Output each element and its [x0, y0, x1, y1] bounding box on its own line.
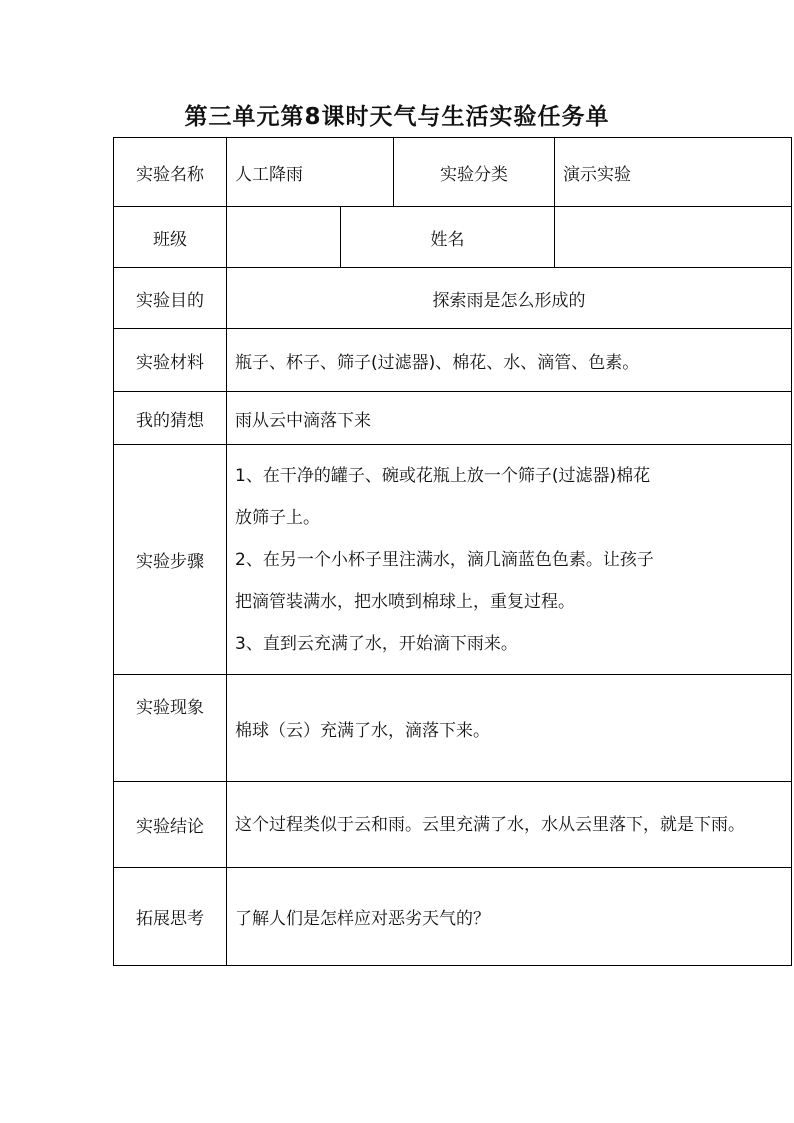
student-name-label: 姓名 — [341, 207, 555, 268]
table-row-conclusion — [114, 782, 792, 868]
phenomenon-value: 棉球（云）充满了水，滴落下来。 — [227, 675, 792, 782]
table-row-steps — [114, 445, 792, 675]
table-row-guess — [114, 392, 792, 445]
step-line: 放筛子上。 — [235, 507, 320, 528]
student-name-field[interactable] — [555, 207, 792, 268]
extension-value: 了解人们是怎样应对恶劣天气的？ — [227, 868, 792, 966]
experiment-type-label: 实验分类 — [394, 138, 555, 207]
page-title: 第三单元第8课时天气与生活实验任务单 — [184, 104, 610, 130]
phenomenon-label: 实验现象 — [114, 675, 227, 782]
step-line: 把滴管装满水，把水喷到棉球上，重复过程。 — [235, 591, 575, 612]
purpose-label: 实验目的 — [114, 268, 227, 329]
table-row-materials — [114, 329, 792, 392]
class-label: 班级 — [114, 207, 227, 268]
experiment-name-label: 实验名称 — [114, 138, 227, 207]
steps-label: 实验步骤 — [114, 445, 227, 675]
materials-value: 瓶子、杯子、筛子(过滤器)、棉花、水、滴管、色素。 — [227, 329, 792, 392]
table-row-purpose — [114, 268, 792, 329]
conclusion-value: 这个过程类似于云和雨。云里充满了水，水从云里落下，就是下雨。 — [227, 782, 792, 868]
materials-label: 实验材料 — [114, 329, 227, 392]
experiment-name-value: 人工降雨 — [227, 138, 394, 207]
class-field[interactable] — [227, 207, 341, 268]
step-line: 1、在干净的罐子、碗或花瓶上放一个筛子(过滤器)棉花 — [235, 465, 651, 486]
experiment-type-value: 演示实验 — [555, 138, 792, 207]
conclusion-label: 实验结论 — [114, 782, 227, 868]
table-row-class — [114, 207, 792, 268]
step-line: 3、直到云充满了水，开始滴下雨来。 — [235, 633, 518, 654]
guess-value: 雨从云中滴落下来 — [227, 392, 792, 445]
step-line: 2、在另一个小杯子里注满水，滴几滴蓝色色素。让孩子 — [235, 549, 654, 570]
steps-value — [227, 445, 792, 675]
table-row-name — [114, 138, 792, 207]
table-row-phenomenon — [114, 675, 792, 782]
guess-label: 我的猜想 — [114, 392, 227, 445]
table-row-extension — [114, 868, 792, 966]
purpose-value: 探索雨是怎么形成的 — [227, 268, 792, 329]
task-table — [113, 137, 792, 966]
extension-label: 拓展思考 — [114, 868, 227, 966]
